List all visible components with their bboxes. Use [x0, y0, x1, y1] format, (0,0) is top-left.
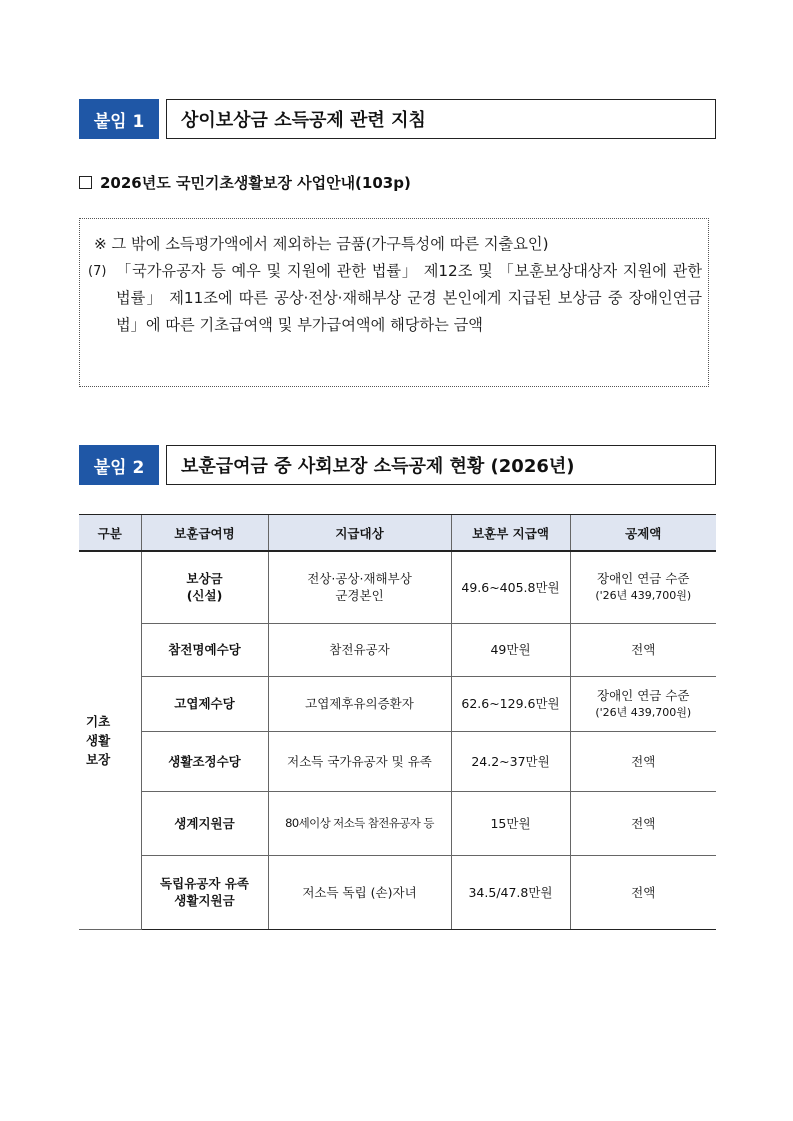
col-header-category: 구분 — [79, 515, 141, 552]
deduction-main: 장애인 연금 수준 — [597, 687, 690, 703]
benefit-name-cell: 독립유공자 유족 생활지원금 — [141, 855, 268, 929]
recipient-cell: 저소득 독립 (손)자녀 — [268, 855, 451, 929]
note-item — [88, 258, 702, 339]
amount-cell: 49.6~405.8만원 — [451, 551, 570, 623]
section-1-header — [79, 99, 716, 139]
deduction-table — [79, 514, 716, 930]
table-row — [79, 551, 716, 623]
category-cell: 기초 생활 보장 — [79, 551, 141, 929]
note-item-number: (7) — [88, 264, 107, 279]
benefit-name-cell: 고엽제수당 — [141, 676, 268, 731]
deduction-cell: 전액 — [570, 731, 716, 791]
subheading — [79, 172, 411, 193]
recipient-cell: 전상·공상·재해부상 군경본인 — [268, 551, 451, 623]
section-2-title: 보훈급여금 중 사회보장 소득공제 현황 (2026년) — [166, 445, 716, 485]
amount-cell: 34.5/47.8만원 — [451, 855, 570, 929]
deduction-cell — [570, 551, 716, 623]
col-header-benefit-name: 보훈급여명 — [141, 515, 268, 552]
deduction-cell — [570, 676, 716, 731]
table-header-row — [79, 515, 716, 552]
square-bullet-icon — [79, 176, 92, 189]
deduction-cell: 전액 — [570, 623, 716, 676]
benefit-name-cell: 생활조정수당 — [141, 731, 268, 791]
col-header-recipient: 지급대상 — [268, 515, 451, 552]
recipient-cell: 80세이상 저소득 참전유공자 등 — [268, 791, 451, 855]
amount-cell: 62.6~129.6만원 — [451, 676, 570, 731]
col-header-deduction: 공제액 — [570, 515, 716, 552]
section-2-tag: 붙임 2 — [79, 445, 159, 485]
deduction-cell: 전액 — [570, 855, 716, 929]
table-row — [79, 676, 716, 731]
table-row — [79, 623, 716, 676]
deduction-main: 장애인 연금 수준 — [597, 571, 690, 587]
subheading-text: 2026년도 국민기초생활보장 사업안내(103p) — [100, 174, 411, 192]
amount-cell: 49만원 — [451, 623, 570, 676]
benefit-name-cell: 보상금 (신설) — [141, 551, 268, 623]
section-2-header — [79, 445, 716, 485]
recipient-cell: 저소득 국가유공자 및 유족 — [268, 731, 451, 791]
amount-cell: 24.2~37만원 — [451, 731, 570, 791]
amount-cell: 15만원 — [451, 791, 570, 855]
benefit-name-cell: 참전명예수당 — [141, 623, 268, 676]
table-row — [79, 791, 716, 855]
table-row — [79, 855, 716, 929]
note-item-text: 「국가유공자 등 예우 및 지원에 관한 법률」 제12조 및 「보훈보상대상자 지원에 관한 법률」 제11조에 따른 공상·전상·재해부상 군경 본인에게 지급된 보상금 중 장애인연금법」에 따른 기초급여액 및 부가급여액에 해당하는 금액 — [116, 262, 702, 334]
deduction-sub: ('26년 439,700원) — [595, 705, 692, 719]
col-header-amount: 보훈부 지급액 — [451, 515, 570, 552]
note-line: ※ 그 밖에 소득평가액에서 제외하는 금품(가구특성에 따른 지출요인) — [94, 235, 549, 253]
deduction-sub: ('26년 439,700원) — [595, 589, 692, 603]
table-row — [79, 731, 716, 791]
guideline-note-box — [79, 218, 709, 387]
benefit-name-cell: 생계지원금 — [141, 791, 268, 855]
section-1-title: 상이보상금 소득공제 관련 지침 — [166, 99, 716, 139]
recipient-cell: 고엽제후유의증환자 — [268, 676, 451, 731]
deduction-cell: 전액 — [570, 791, 716, 855]
recipient-cell: 참전유공자 — [268, 623, 451, 676]
section-1-tag: 붙임 1 — [79, 99, 159, 139]
